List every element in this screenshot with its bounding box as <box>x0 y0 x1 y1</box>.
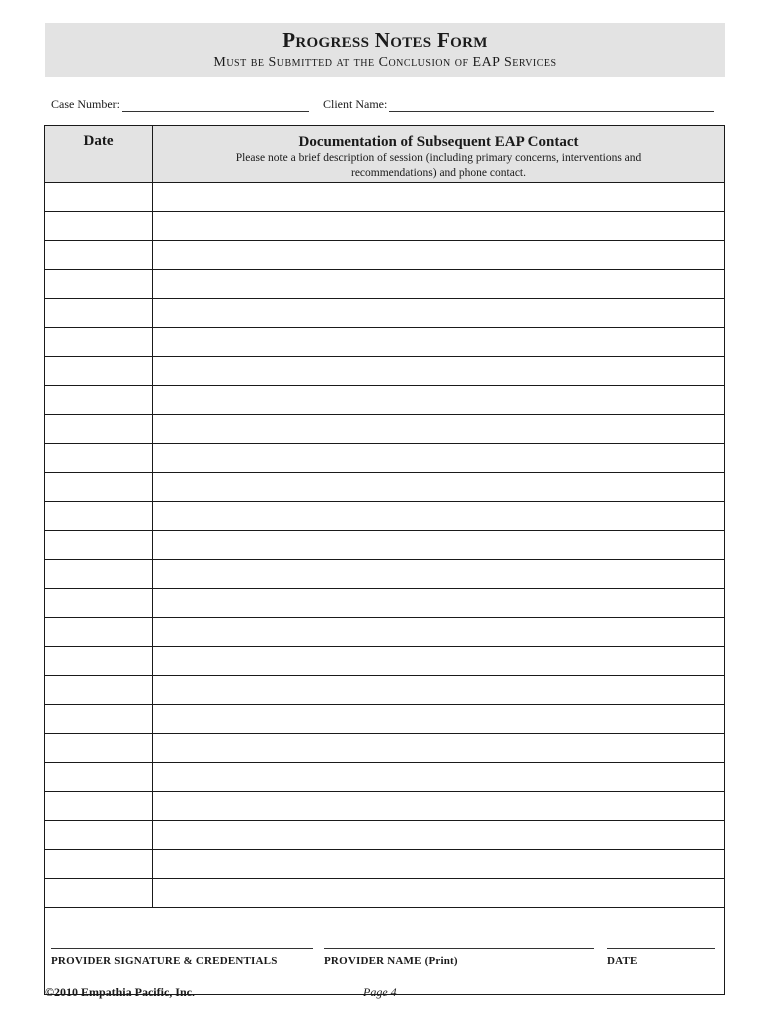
date-cell[interactable] <box>45 502 153 530</box>
documentation-cell[interactable] <box>153 618 724 646</box>
table-row <box>45 879 724 908</box>
client-name-label: Client Name: <box>323 97 388 111</box>
case-number-line[interactable] <box>122 98 309 112</box>
date-cell[interactable] <box>45 270 153 298</box>
provider-signature-line[interactable] <box>51 948 313 949</box>
documentation-cell[interactable] <box>153 328 724 356</box>
documentation-cell[interactable] <box>153 502 724 530</box>
page-footer <box>45 985 725 1005</box>
client-name-line[interactable] <box>389 98 714 112</box>
table-row <box>45 241 724 270</box>
documentation-cell[interactable] <box>153 473 724 501</box>
table-row <box>45 792 724 821</box>
documentation-cell[interactable] <box>153 183 724 211</box>
date-cell[interactable] <box>45 386 153 414</box>
table-row <box>45 647 724 676</box>
signature-date-label: DATE <box>607 955 638 967</box>
date-cell[interactable] <box>45 676 153 704</box>
date-cell[interactable] <box>45 299 153 327</box>
copyright-text: ©2010 Empathia Pacific, Inc. <box>45 985 195 999</box>
date-cell[interactable] <box>45 328 153 356</box>
documentation-header-note: Please note a brief description of session (including primary concerns, interventions and recommendations) and phone contact. <box>235 152 642 179</box>
date-cell[interactable] <box>45 792 153 820</box>
date-column-header: Date <box>45 126 153 182</box>
table-row <box>45 676 724 705</box>
client-name-field[interactable] <box>323 97 714 112</box>
form-title: Progress Notes Form <box>282 28 488 52</box>
date-cell[interactable] <box>45 618 153 646</box>
table-row <box>45 473 724 502</box>
date-cell[interactable] <box>45 531 153 559</box>
date-cell[interactable] <box>45 473 153 501</box>
documentation-header-title: Documentation of Subsequent EAP Contact <box>298 134 579 150</box>
date-cell[interactable] <box>45 850 153 878</box>
table-row <box>45 734 724 763</box>
documentation-cell[interactable] <box>153 386 724 414</box>
documentation-cell[interactable] <box>153 792 724 820</box>
documentation-cell[interactable] <box>153 821 724 849</box>
documentation-cell[interactable] <box>153 734 724 762</box>
case-number-label: Case Number: <box>51 97 120 111</box>
table-row <box>45 821 724 850</box>
table-row <box>45 589 724 618</box>
documentation-cell[interactable] <box>153 560 724 588</box>
date-cell[interactable] <box>45 763 153 791</box>
documentation-cell[interactable] <box>153 270 724 298</box>
provider-name-line[interactable] <box>324 948 594 949</box>
table-row <box>45 531 724 560</box>
table-row <box>45 212 724 241</box>
date-cell[interactable] <box>45 734 153 762</box>
table-row <box>45 444 724 473</box>
documentation-cell[interactable] <box>153 589 724 617</box>
date-cell[interactable] <box>45 589 153 617</box>
table-body <box>45 183 724 908</box>
documentation-cell[interactable] <box>153 415 724 443</box>
documentation-cell[interactable] <box>153 212 724 240</box>
documentation-cell[interactable] <box>153 763 724 791</box>
date-cell[interactable] <box>45 183 153 211</box>
case-info-row <box>51 97 716 115</box>
date-cell[interactable] <box>45 415 153 443</box>
signature-area <box>45 910 724 993</box>
table-row <box>45 850 724 879</box>
documentation-cell[interactable] <box>153 850 724 878</box>
documentation-cell[interactable] <box>153 647 724 675</box>
table-row <box>45 502 724 531</box>
documentation-cell[interactable] <box>153 676 724 704</box>
documentation-column-header <box>153 126 724 182</box>
table-row <box>45 357 724 386</box>
form-title-band <box>45 23 725 77</box>
table-row <box>45 618 724 647</box>
provider-signature-label: PROVIDER SIGNATURE & CREDENTIALS <box>51 955 278 967</box>
date-cell[interactable] <box>45 647 153 675</box>
date-cell[interactable] <box>45 560 153 588</box>
documentation-cell[interactable] <box>153 241 724 269</box>
table-row <box>45 763 724 792</box>
date-cell[interactable] <box>45 212 153 240</box>
date-cell[interactable] <box>45 357 153 385</box>
table-row <box>45 560 724 589</box>
documentation-cell[interactable] <box>153 444 724 472</box>
provider-name-label: PROVIDER NAME (Print) <box>324 955 458 967</box>
progress-notes-table <box>44 125 725 995</box>
documentation-cell[interactable] <box>153 879 724 907</box>
date-cell[interactable] <box>45 705 153 733</box>
table-header <box>45 126 724 183</box>
documentation-cell[interactable] <box>153 705 724 733</box>
date-cell[interactable] <box>45 821 153 849</box>
table-row <box>45 183 724 212</box>
table-row <box>45 328 724 357</box>
documentation-cell[interactable] <box>153 357 724 385</box>
table-row <box>45 386 724 415</box>
date-cell[interactable] <box>45 241 153 269</box>
table-row <box>45 705 724 734</box>
table-row <box>45 270 724 299</box>
page-number: Page 4 <box>363 985 397 999</box>
table-row <box>45 415 724 444</box>
documentation-cell[interactable] <box>153 531 724 559</box>
signature-date-line[interactable] <box>607 948 715 949</box>
documentation-cell[interactable] <box>153 299 724 327</box>
form-subtitle: Must be Submitted at the Conclusion of EAP Services <box>213 55 557 70</box>
table-row <box>45 299 724 328</box>
case-number-field[interactable] <box>51 97 309 112</box>
date-cell[interactable] <box>45 444 153 472</box>
date-cell[interactable] <box>45 879 153 907</box>
